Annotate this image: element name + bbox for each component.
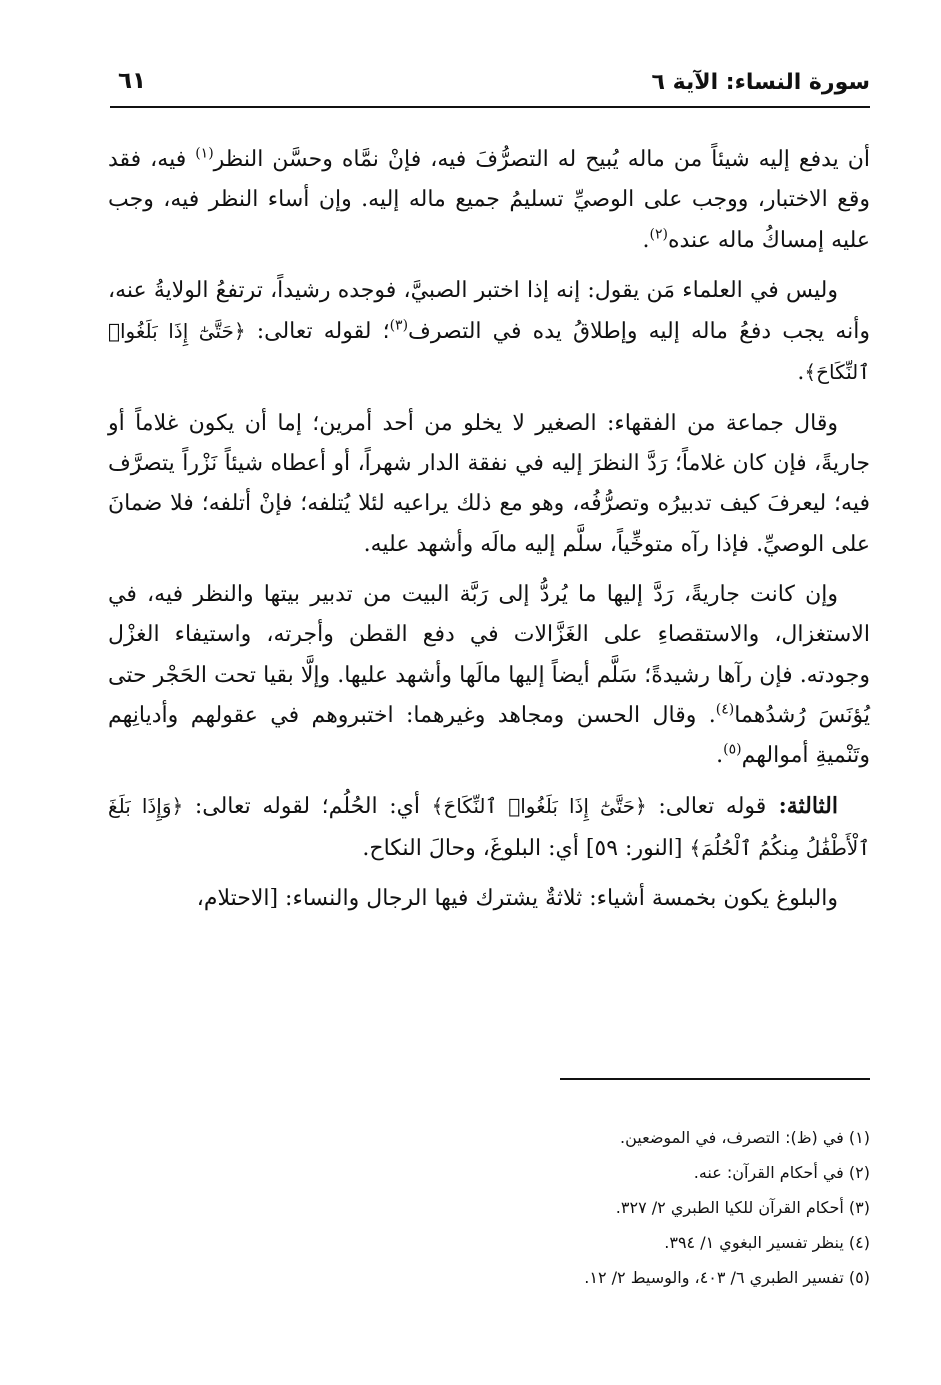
paragraph-text: . [797, 360, 805, 386]
footnote-reference: (٢) [649, 226, 668, 243]
paragraph-text: فيه، فقد وقع الاختبار، ووجب على الوصيِّ تسليمُ جميع ماله إليه. وإن أساء النظر فيه، وجب عليه إمساكُ ماله عنده [108, 147, 870, 253]
section-lead: الثالثة: [766, 793, 838, 820]
paragraph-text: أي: الحُلُم؛ لقوله تعالى: [183, 794, 432, 820]
footnote-item: (٢) في أحكام القرآن: عنه. [693, 1163, 870, 1182]
footnote-item: (٥) تفسير الطبري ٦/ ٤٠٣، والوسيط ٢/ ١٢. [584, 1268, 870, 1287]
page-number: ٦١ [118, 68, 147, 94]
paragraph-text: . وقال الحسن ومجاهد وغيرهما: اختبروهم في عقولهم وأديانِهم وتَنْميةِ أموالهم [108, 702, 870, 769]
footnote-reference: (٣) [389, 317, 409, 334]
quran-quote: ﴿حَتَّىٰٓ إِذَا بَلَغُوا۟ ٱلنِّكَاحَ﴾ [108, 319, 870, 385]
footnote-separator [560, 1078, 870, 1080]
main-text [108, 140, 870, 929]
footnote-item: (١) في (ظ): التصرف، في الموضعين. [620, 1128, 870, 1147]
paragraph-text: . [716, 743, 724, 769]
paragraph-text: وقال جماعة من الفقهاء: الصغير لا يخلو من أحد أمرين؛ إما أن يكون غلاماً أو جاريةً، فإن كان غلاماً؛ رَدَّ النظرَ إليه في نفقة الدار شهراً، أو أعطاه شيئاً نَزْراً يتصرَّف فيه؛ ليعرفَ كيف تدبيرُه وتصرُّفُه، وهو مع ذلك يراعيه لئلا يُتلفه؛ فإنْ أتلفه؛ فلا ضمانَ على الوصيِّ. فإذا رآه متوخِّياً، سلَّم إليه مالَه وأشهد عليه. [108, 410, 870, 557]
paragraph-text: ؛ لقوله تعالى: [245, 319, 390, 345]
body-paragraph [108, 140, 870, 261]
footnote-reference: (١) [195, 145, 214, 162]
paragraph-text: أن يدفع إليه شيئاً من ماله يُبيح له التصرُّفَ فيه، فإنْ نمَّاه وحسَّن النظر [213, 147, 870, 172]
quran-quote: ﴿حَتَّىٰٓ إِذَا بَلَغُوا۟ ٱلنِّكَاحَ﴾ [431, 794, 647, 819]
body-paragraph [108, 786, 870, 869]
footnote-item: (٤) ينظر تفسير البغوي ١/ ٣٩٤. [664, 1233, 870, 1252]
footnote-item: (٣) أحكام القرآن للكيا الطبري ٢/ ٣٢٧. [615, 1198, 870, 1217]
paragraph-text: . [642, 227, 650, 253]
body-paragraph [108, 575, 870, 776]
footnote-reference: (٥) [723, 741, 742, 758]
paragraph-text: وليس في العلماء مَن يقول: إنه إذا اختبر الصبيَّ، فوجده رشيداً، ترتفعُ الولايةُ عنه، وأنه يجب دفعُ ماله إليه وإطلاقُ يده في التصرف [108, 277, 871, 345]
paragraph-text: قوله تعالى: [646, 794, 767, 820]
paragraph-text: [النور: ٥٩] أي: البلوغَ، وحالَ النكاح. [362, 835, 690, 861]
footnote-reference: (٤) [715, 701, 735, 718]
footnotes [108, 1120, 870, 1295]
running-title: سورة النساء: الآية ٦ [651, 70, 870, 95]
body-paragraph [108, 879, 870, 919]
quran-quote: ﴿وَإِذَا بَلَغَ ٱلْأَطْفَٰلُ مِنكُمُ ٱلْحُلُمَ﴾ [108, 794, 870, 860]
page-header [110, 66, 870, 108]
paragraph-text: وإن كانت جاريةً، رَدَّ إليها ما يُردُّ إلى رَبَّة البيت من تدبير بيتها والنظر فيه، في الاستغزال، والاستقصاءِ على الغَزَّالات في دفع القطن وأجرته، واستيفاء الغزْل وجودته. فإن رآها رشيدةً؛ سَلَّم أيضاً إليها مالَها وأشهد عليها. وإلَّا بقيا تحت الحَجْر حتى يُؤنَسَ رُشدُهما [108, 581, 870, 728]
paragraph-text: والبلوغ يكون بخمسة أشياء: ثلاثةٌ يشترك فيها الرجال والنساء: [الاحتلام، [196, 886, 838, 912]
body-paragraph [108, 404, 870, 565]
body-paragraph [108, 271, 870, 394]
